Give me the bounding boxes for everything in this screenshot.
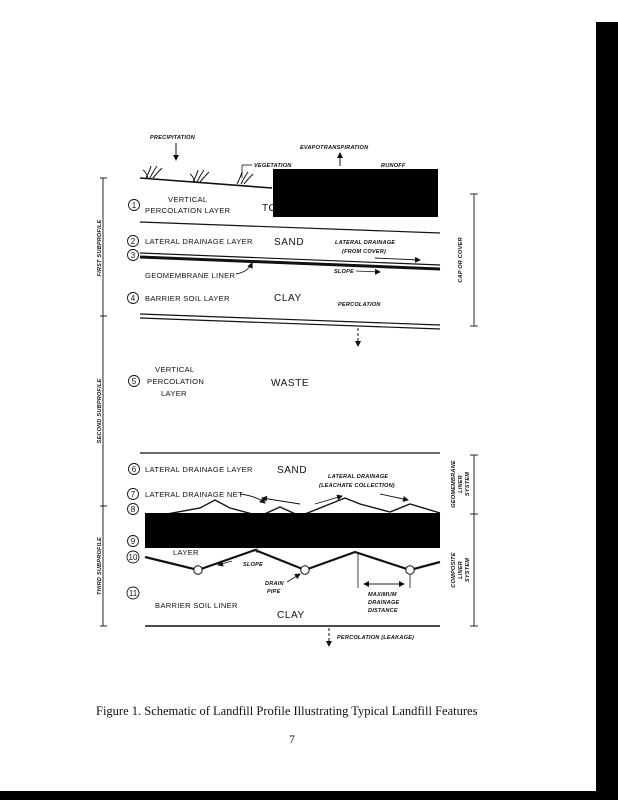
layer-9-number: 9: [130, 537, 136, 546]
layer-5-material: WASTE: [271, 378, 310, 389]
layer-5-label-line2: PERCOLATION: [147, 377, 205, 386]
layer-2-label: LATERAL DRAINAGE LAYER: [145, 237, 253, 246]
geomembrane-liner-system-label-line3: SYSTEM: [465, 471, 471, 497]
ground-surface-line: [140, 178, 272, 188]
layer-10-number: 10: [128, 553, 138, 562]
layer-1-material: TO: [262, 203, 277, 214]
layer-6-number: 6: [131, 465, 137, 474]
layer-6-material: SAND: [277, 465, 308, 476]
lateral-drainage-cover-label: LATERAL DRAINAGE: [335, 240, 396, 246]
slope-top-label: SLOPE: [334, 269, 354, 275]
percolation-label: PERCOLATION: [338, 302, 381, 308]
precipitation-label: PRECIPITATION: [150, 135, 195, 141]
lateral-drainage-cover-arrow: [375, 258, 420, 260]
layer-7-number: 7: [130, 490, 136, 499]
layer-1-label-line1: VERTICAL: [168, 195, 208, 204]
layer-11-material: CLAY: [277, 610, 305, 621]
layer-10-label: LAYER: [173, 548, 199, 557]
composite-liner-system-label-line3: SYSTEM: [465, 557, 471, 583]
composite-liner-system-label-line1: COMPOSITE: [451, 552, 457, 588]
composite-liner-system-label-line2: LINER: [458, 561, 464, 579]
drain-pipe-circle-3: [406, 566, 414, 574]
layer-11-number: 11: [128, 589, 138, 598]
lateral-drainage-arrow-mid: [315, 496, 342, 504]
max-distance-label-line2: DRAINAGE: [368, 600, 400, 606]
layer-6-label: LATERAL DRAINAGE LAYER: [145, 465, 253, 474]
layer-7-label: LATERAL DRAINAGE NET: [145, 490, 243, 499]
drain-pipe-label-line2: PIPE: [267, 589, 281, 595]
percolation-leakage-label: PERCOLATION (LEAKAGE): [337, 635, 415, 641]
page-number: 7: [289, 732, 295, 746]
lateral-drainage-arrow-left: [262, 498, 300, 504]
redaction-block-bottom: [145, 513, 440, 548]
right-system-brackets: [470, 194, 478, 626]
layer-3-label: GEOMEMBRANE LINER: [145, 271, 236, 280]
scan-border-right: [596, 22, 618, 800]
vegetation-tufts: [143, 166, 253, 184]
layer-4-material: CLAY: [274, 293, 302, 304]
geomembrane-leader: [236, 263, 252, 274]
boundary-line-1: [140, 222, 440, 233]
vegetation-label: VEGETATION: [254, 163, 292, 169]
layer-1-number: 1: [131, 201, 137, 210]
leachate-collection-label: (LEACHATE COLLECTION): [319, 483, 395, 489]
geomembrane-liner-system-label-line1: GEOMEMBRANE: [451, 460, 457, 508]
drain-pipe-circle-1: [194, 566, 202, 574]
max-distance-label-line3: DISTANCE: [368, 608, 398, 614]
scan-border-bottom: [0, 791, 618, 800]
first-subprofile-label: FIRST SUBPROFILE: [97, 219, 103, 277]
drainage-net-leader: [240, 494, 265, 503]
drain-pipe-arrow: [287, 574, 300, 582]
third-subprofile-label: THIRD SUBPROFILE: [97, 537, 103, 595]
max-distance-label-line1: MAXIMUM: [368, 592, 397, 598]
drain-pipe-circle-2: [301, 566, 309, 574]
layer-1-label-line2: PERCOLATION LAYER: [145, 206, 231, 215]
runoff-label: RUNOFF: [381, 163, 406, 169]
drain-pipe-label-line1: DRAIN: [265, 581, 284, 587]
layer-5-number: 5: [131, 377, 137, 386]
from-cover-label: (FROM COVER): [342, 249, 387, 255]
geomembrane-liner-system-label-line2: LINER: [458, 475, 464, 493]
layer-5-label-line1: VERTICAL: [155, 365, 195, 374]
layer-4-label: BARRIER SOIL LAYER: [145, 294, 230, 303]
second-subprofile-label: SECOND SUBPROFILE: [97, 378, 103, 444]
layer-3-number: 3: [130, 251, 136, 260]
redaction-block-top: [273, 169, 438, 217]
slope-bottom-label: SLOPE: [243, 562, 263, 568]
layer-8-number: 8: [130, 505, 136, 514]
layer-5-label-line3: LAYER: [161, 389, 187, 398]
layer-4-number: 4: [130, 294, 136, 303]
cap-or-cover-label: CAP OR COVER: [458, 237, 464, 283]
figure-caption: Figure 1. Schematic of Landfill Profile Illustrating Typical Landfill Features: [96, 704, 478, 718]
lateral-drainage-leachate-label: LATERAL DRAINAGE: [328, 474, 389, 480]
layer-11-label: BARRIER SOIL LINER: [155, 601, 238, 610]
layer-2-number: 2: [130, 237, 136, 246]
evapotranspiration-label: EVAPOTRANSPIRATION: [300, 145, 369, 151]
layer-2-material: SAND: [274, 237, 305, 248]
slope-top-arrow: [356, 271, 380, 272]
lateral-drainage-arrow-right: [380, 494, 408, 500]
